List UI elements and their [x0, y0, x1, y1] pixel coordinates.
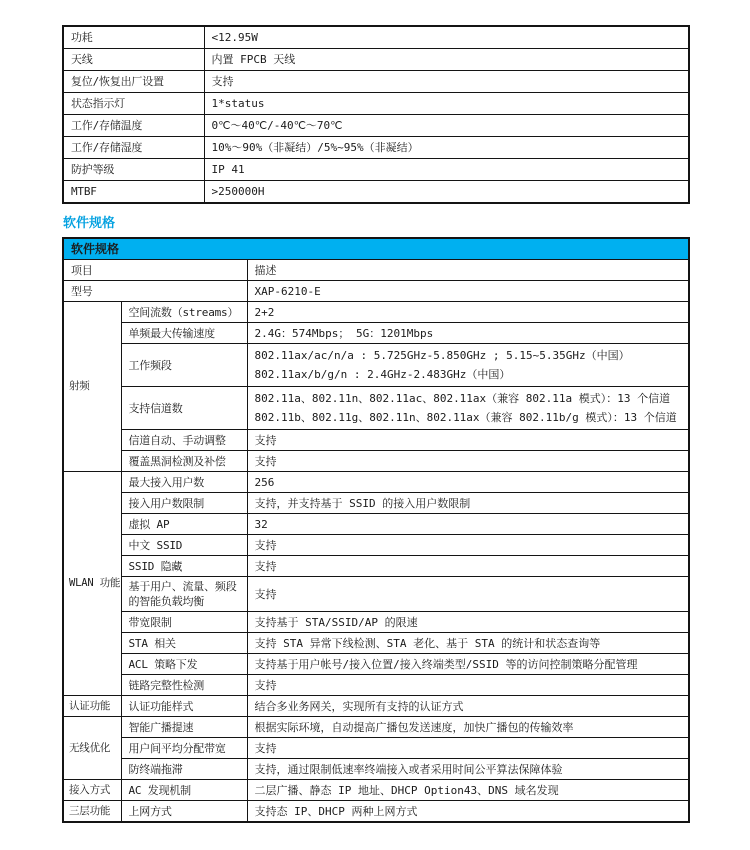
spec-value-cell: 支持 — [247, 451, 689, 472]
spec-value-cell: 支持 — [247, 430, 689, 451]
spec-label-cell: 工作/存储湿度 — [63, 137, 204, 159]
table-row — [63, 738, 689, 759]
table-row — [63, 696, 689, 717]
table-row — [63, 675, 689, 696]
spec-label-cell: 带宽限制 — [121, 612, 247, 633]
value-line: 802.11b、802.11g、802.11n、802.11ax（兼容 802.11b/g 模式）：13 个信道 — [254, 411, 677, 424]
spec-label-cell: 防护等级 — [63, 159, 204, 181]
spec-value-cell: 支持基于用户帐号/接入位置/接入终端类型/SSID 等的访问控制策略分配管理 — [247, 654, 689, 675]
table-row — [63, 323, 689, 344]
value-line: 802.11ax/ac/n/a : 5.725GHz-5.850GHz ; 5.15~5.35GHz（中国） — [254, 349, 630, 362]
spec-value-cell: 支持态 IP、DHCP 两种上网方式 — [247, 801, 689, 823]
value-line: 802.11a、802.11n、802.11ac、802.11ax（兼容 802.11a 模式）：13 个信道 — [254, 392, 671, 405]
spec-value-cell: 支持，通过限制低速率终端接入或者采用时间公平算法保障体验 — [247, 759, 689, 780]
table-row — [63, 387, 689, 430]
table-row — [63, 514, 689, 535]
spec-value-cell: 256 — [247, 472, 689, 493]
spec-group-cell: 三层功能 — [63, 801, 121, 823]
table-row — [63, 238, 689, 260]
spec-label-cell: 基于用户、流量、频段的智能负载均衡 — [121, 577, 247, 612]
spec-value-cell: 32 — [247, 514, 689, 535]
table-row — [63, 159, 689, 181]
table-row — [63, 26, 689, 49]
spec-label-cell: 上网方式 — [121, 801, 247, 823]
table-row — [63, 71, 689, 93]
software-spec-table — [62, 237, 690, 823]
spec-label-cell: 接入用户数限制 — [121, 493, 247, 514]
spec-value-cell: 内置 FPCB 天线 — [204, 49, 689, 71]
spec-label-cell: 最大接入用户数 — [121, 472, 247, 493]
table-row — [63, 451, 689, 472]
hardware-table-body — [63, 26, 689, 203]
spec-label-cell: 功耗 — [63, 26, 204, 49]
table-row — [63, 556, 689, 577]
spec-value-cell: 10%～90%（非凝结）/5%~95%（非凝结） — [204, 137, 689, 159]
spec-label-cell: MTBF — [63, 181, 204, 204]
table-row — [63, 302, 689, 323]
table-band-title: 软件规格 — [63, 238, 689, 260]
model-row-value: XAP-6210-E — [247, 281, 689, 302]
spec-value-cell: 支持 — [247, 577, 689, 612]
spec-label-cell: AC 发现机制 — [121, 780, 247, 801]
spec-value-cell: 支持 — [247, 738, 689, 759]
spec-value-cell — [247, 387, 689, 430]
spec-value-cell: 支持 — [247, 556, 689, 577]
table-row — [63, 577, 689, 612]
spec-label-cell: 中文 SSID — [121, 535, 247, 556]
spec-label-cell: STA 相关 — [121, 633, 247, 654]
spec-label-cell: 虚拟 AP — [121, 514, 247, 535]
spec-group-cell: 认证功能 — [63, 696, 121, 717]
spec-value-cell: 支持 — [247, 535, 689, 556]
spec-group-cell: 接入方式 — [63, 780, 121, 801]
table-row — [63, 181, 689, 204]
spec-label-cell: 支持信道数 — [121, 387, 247, 430]
spec-label-cell: 复位/恢复出厂设置 — [63, 71, 204, 93]
spec-value-cell: 支持，并支持基于 SSID 的接入用户数限制 — [247, 493, 689, 514]
table-row — [63, 493, 689, 514]
spec-value-cell: 支持 STA 异常下线检测、STA 老化、基于 STA 的统计和状态查询等 — [247, 633, 689, 654]
column-header-desc: 描述 — [247, 260, 689, 281]
spec-value-cell: 二层广播、静态 IP 地址、DHCP Option43、DNS 域名发现 — [247, 780, 689, 801]
table-row — [63, 780, 689, 801]
spec-value-cell: 结合多业务网关，实现所有支持的认证方式 — [247, 696, 689, 717]
spec-label-cell: 覆盖黑洞检测及补偿 — [121, 451, 247, 472]
table-row — [63, 472, 689, 493]
spec-label-cell: 防终端拖滞 — [121, 759, 247, 780]
table-row — [63, 801, 689, 823]
table-row — [63, 93, 689, 115]
spec-value-cell: >250000H — [204, 181, 689, 204]
spec-label-cell: 空间流数（streams） — [121, 302, 247, 323]
spec-group-cell: 射频 — [63, 302, 121, 472]
spec-value-cell: <12.95W — [204, 26, 689, 49]
spec-value-cell: 支持基于 STA/SSID/AP 的限速 — [247, 612, 689, 633]
spec-label-cell: 天线 — [63, 49, 204, 71]
spec-group-cell: WLAN 功能 — [63, 472, 121, 696]
section-heading: 软件规格 — [63, 216, 116, 231]
spec-value-cell: 0℃～40℃/-40℃～70℃ — [204, 115, 689, 137]
table-row — [63, 430, 689, 451]
spec-label-cell: SSID 隐藏 — [121, 556, 247, 577]
spec-label-cell: 状态指示灯 — [63, 93, 204, 115]
table-row — [63, 535, 689, 556]
table-row — [63, 633, 689, 654]
spec-label-cell: 认证功能样式 — [121, 696, 247, 717]
spec-label-cell: 工作频段 — [121, 344, 247, 387]
table-row — [63, 260, 689, 281]
table-row — [63, 717, 689, 738]
spec-label-cell: 信道自动、手动调整 — [121, 430, 247, 451]
column-header-item: 项目 — [63, 260, 247, 281]
table-row — [63, 344, 689, 387]
table-row — [63, 137, 689, 159]
spec-value-cell: 2+2 — [247, 302, 689, 323]
table-row — [63, 281, 689, 302]
value-line: 802.11ax/b/g/n : 2.4GHz-2.483GHz（中国） — [254, 368, 511, 381]
spec-label-cell: 用户间平均分配带宽 — [121, 738, 247, 759]
spec-label-cell: 链路完整性检测 — [121, 675, 247, 696]
hardware-spec-table — [62, 25, 690, 204]
spec-value-cell — [247, 344, 689, 387]
spec-value-cell: 2.4G：574Mbps； 5G：1201Mbps — [247, 323, 689, 344]
model-row-label: 型号 — [63, 281, 247, 302]
spec-label-cell: 单频最大传输速度 — [121, 323, 247, 344]
spec-group-cell: 无线优化 — [63, 717, 121, 780]
table-row — [63, 654, 689, 675]
spec-label-cell: 工作/存储温度 — [63, 115, 204, 137]
table-row — [63, 115, 689, 137]
spec-label-cell: 智能广播提速 — [121, 717, 247, 738]
table-row — [63, 759, 689, 780]
spec-value-cell: IP 41 — [204, 159, 689, 181]
software-table-body — [63, 302, 689, 823]
software-table-head — [63, 238, 689, 302]
spec-value-cell: 支持 — [247, 675, 689, 696]
spec-value-cell: 根据实际环境，自动提高广播包发送速度，加快广播包的传输效率 — [247, 717, 689, 738]
table-row — [63, 612, 689, 633]
spec-label-cell: ACL 策略下发 — [121, 654, 247, 675]
spec-value-cell: 1*status — [204, 93, 689, 115]
table-row — [63, 49, 689, 71]
spec-value-cell: 支持 — [204, 71, 689, 93]
